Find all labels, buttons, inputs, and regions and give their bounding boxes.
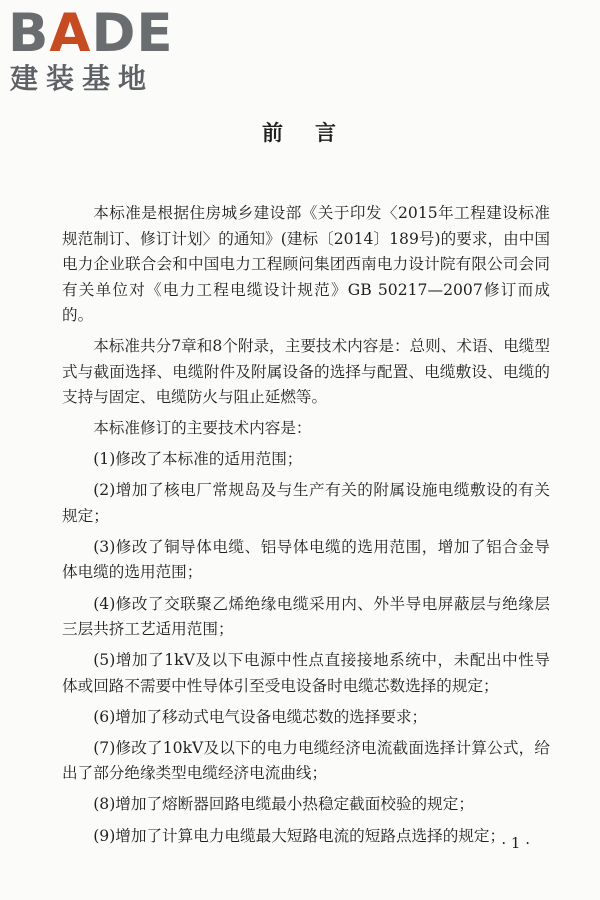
list-item: (8)增加了熔断器回路电缆最小热稳定截面校验的规定； xyxy=(93,795,474,814)
document-body xyxy=(62,201,550,855)
list-item: (4)修改了交联聚乙烯绝缘电缆采用内、外半导电屏蔽层与绝缘层三层共挤工艺适用范围； xyxy=(62,594,550,639)
page-number: · 1 · xyxy=(501,834,530,852)
logo-wordmark xyxy=(8,3,176,64)
paragraph: 本标准共分7章和8个附录，主要技术内容是：总则、术语、电缆型式与截面选择、电缆附件及附属设备的选择与配置、电缆敷设、电缆的支持与固定、电缆防火与阻止延燃等。 xyxy=(62,337,550,407)
list-item: (9)增加了计算电力电缆最大短路电流的短路点选择的规定； xyxy=(93,826,506,845)
list-item: (1)修改了本标准的适用范围； xyxy=(93,450,303,469)
list-item: (2)增加了核电厂常规岛及与生产有关的附属设施电缆敷设的有关规定； xyxy=(62,481,550,525)
paragraph: 本标准是根据住房城乡建设部《关于印发〈2015年工程建设标准规范制订、修订计划〉的通知》(建标〔2014〕189号)的要求，由中国电力企业联合会和中国电力工程顾问集团西南电力设计院有限公司会同有关单位对《电力工程电缆设计规范》GB 50217—2007修订而成的。 xyxy=(62,204,550,324)
list-item: (3)修改了铜导体电缆、铝导体电缆的选用范围，增加了铝合金导体电缆的选用范围； xyxy=(62,537,550,582)
paragraph: 本标准修订的主要技术内容是： xyxy=(93,419,312,438)
logo-mark-suffix: DE xyxy=(91,3,174,64)
page-title: 前言 xyxy=(262,120,368,145)
list-item: (6)增加了移动式电气设备电缆芯数的选择要求； xyxy=(93,707,428,726)
logo-mark-prefix: B xyxy=(8,3,50,64)
brand-logo xyxy=(8,3,176,95)
logo-mark-accent: A xyxy=(49,3,92,64)
logo-subtitle: 建装基地 xyxy=(10,62,155,95)
list-item: (5)增加了1kV及以下电源中性点直接接地系统中，未配出中性导体或回路不需要中性导体引至受电设备时电缆芯数选择的规定； xyxy=(62,651,550,695)
list-item: (7)修改了10kV及以下的电力电缆经济电流截面选择计算公式，给出了部分绝缘类型电缆经济电流曲线； xyxy=(62,738,550,783)
